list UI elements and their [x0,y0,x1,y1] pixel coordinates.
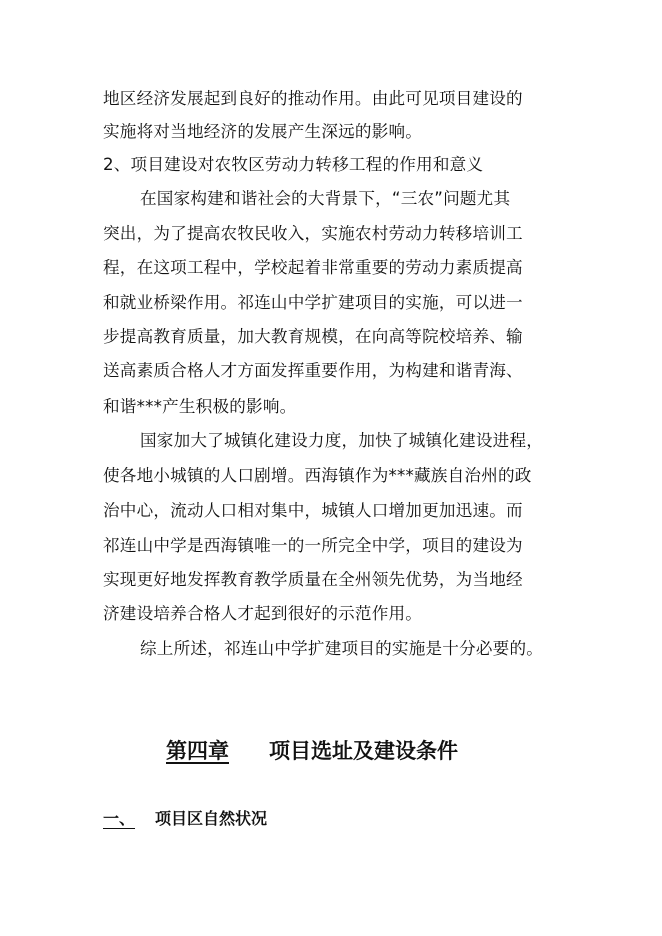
body-line: 和谐***产生积极的影响。 [103,397,297,416]
body-line: 使各地小城镇的人口剧增。西海镇作为***藏族自治州的政 [103,466,532,485]
body-line: 突出，为了提高农牧民收入，实施农村劳动力转移培训工 [103,224,523,243]
chapter-heading [166,737,458,765]
chapter-title: 项目选址及建设条件 [269,738,458,763]
section-heading [103,808,267,830]
body-line: 祁连山中学是西海镇唯一的一所完全中学，项目的建设为 [103,536,523,555]
subsection-heading: 2、项目建设对农牧区劳动力转移工程的作用和意义 [103,155,484,174]
body-line: 综上所述，祁连山中学扩建项目的实施是十分必要的。 [140,639,544,658]
body-line: 和就业桥梁作用。祁连山中学扩建项目的实施，可以进一 [103,293,523,312]
body-line: 程，在这项工程中，学校起着非常重要的劳动力素质提高 [103,258,523,277]
body-line: 国家加大了城镇化建设力度，加快了城镇化建设进程， [140,431,544,450]
section-number: 一、 [103,809,136,828]
body-line: 在国家构建和谐社会的大背景下，“三农”问题尤其 [140,189,511,208]
body-line: 实现更好地发挥教育教学质量在全州领先优势，为当地经 [103,570,523,589]
body-line: 步提高教育质量，加大教育规模，在向高等院校培养、输 [103,327,523,346]
body-line: 济建设培养合格人才起到很好的示范作用。 [103,604,423,623]
body-line: 地区经济发展起到良好的推动作用。由此可见项目建设的 [103,89,523,108]
body-line: 送高素质合格人才方面发挥重要作用，为构建和谐青海、 [103,361,523,380]
chapter-number: 第四章 [166,738,229,763]
section-title: 项目区自然状况 [155,809,268,828]
body-line: 实施将对当地经济的发展产生深远的影响。 [103,122,423,141]
body-line: 治中心，流动人口相对集中，城镇人口增加更加迅速。而 [103,501,523,520]
